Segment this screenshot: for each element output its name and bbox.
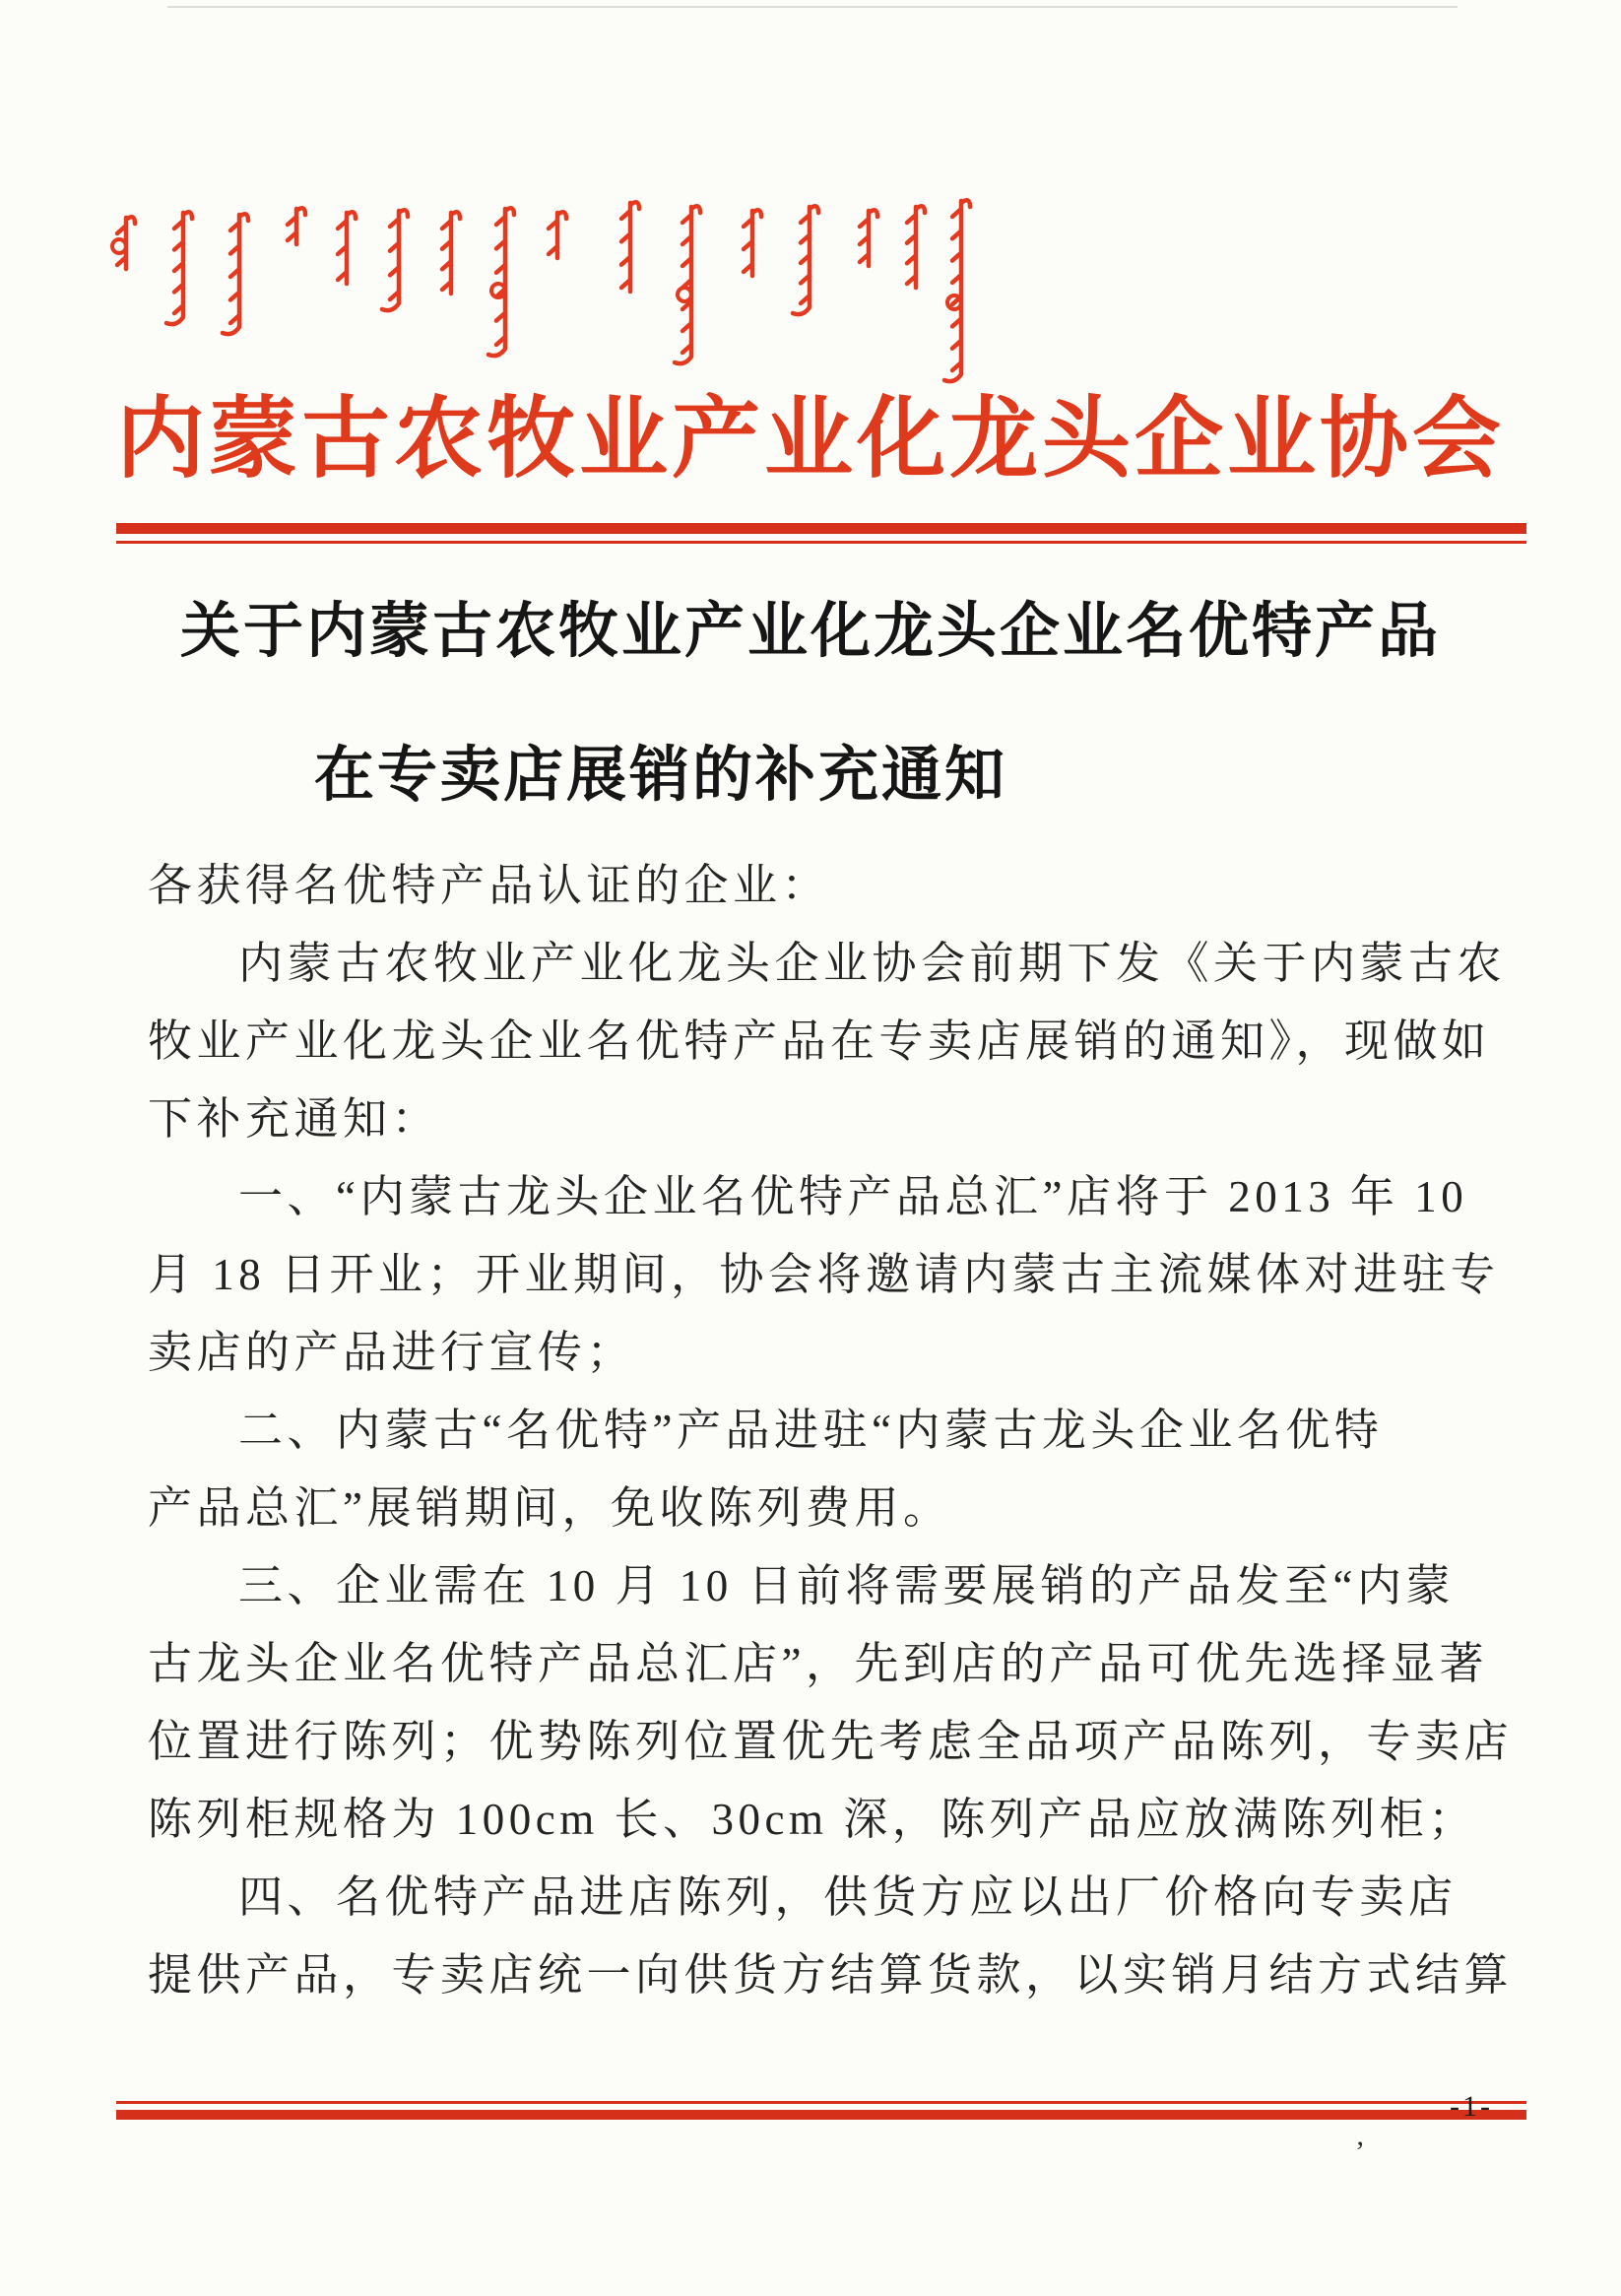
body-line: 一、“内蒙古龙头企业名优特产品总汇”店将于 2013 年 10 bbox=[238, 1172, 1468, 1221]
body-line: 产品总汇”展销期间，免收陈列费用。 bbox=[148, 1483, 952, 1533]
body-text bbox=[148, 847, 1514, 2014]
association-name: 内蒙古农牧业产业化龙头企业协会 bbox=[116, 391, 1505, 489]
footer-rule-thin bbox=[116, 2101, 1526, 2104]
body-line: 各获得名优特产品认证的企业： bbox=[148, 861, 831, 910]
body-line: 四、名优特产品进店陈列，供货方应以出厂价格向专卖店 bbox=[238, 1872, 1458, 1922]
body-line: 陈列柜规格为 100cm 长、30cm 深，陈列产品应放满陈列柜； bbox=[148, 1795, 1477, 1844]
body-line: 二、内蒙古“名优特”产品进驻“内蒙古龙头企业名优特 bbox=[238, 1406, 1384, 1455]
body-line: 牧业产业化龙头企业名优特产品在专卖店展销的通知》，现做如 bbox=[148, 1017, 1491, 1066]
body-line: 古龙头企业名优特产品总汇店”，先到店的产品可优先选择显著 bbox=[148, 1639, 1488, 1688]
page-number: -1- bbox=[1450, 2090, 1493, 2123]
body-line: 月 18 日开业；开业期间，协会将邀请内蒙古主流媒体对进驻专 bbox=[148, 1250, 1500, 1299]
doc-title-line2: 在专卖店展销的补充通知 bbox=[313, 743, 1007, 809]
body-line: 提供产品，专卖店统一向供货方结算货款，以实销月结方式结算 bbox=[148, 1950, 1514, 2000]
header-rule-thin bbox=[116, 541, 1526, 544]
doc-title-line1: 关于内蒙古农牧业产业化龙头企业名优特产品 bbox=[179, 599, 1441, 665]
body-line: 三、企业需在 10 月 10 日前将需要展销的产品发至“内蒙 bbox=[238, 1561, 1455, 1610]
stray-mark: ’ bbox=[1355, 2135, 1365, 2168]
body-line: 内蒙古农牧业产业化龙头企业协会前期下发《关于内蒙古农 bbox=[238, 939, 1507, 988]
footer-rule-thick bbox=[116, 2110, 1526, 2120]
body-line: 下补充通知： bbox=[148, 1094, 441, 1144]
body-line: 位置进行陈列；优势陈列位置优先考虑全品项产品陈列，专卖店 bbox=[148, 1717, 1514, 1766]
mongolian-script bbox=[0, 0, 1621, 414]
header-rule-thick bbox=[116, 523, 1526, 534]
body-line: 卖店的产品进行宣传； bbox=[148, 1328, 636, 1377]
